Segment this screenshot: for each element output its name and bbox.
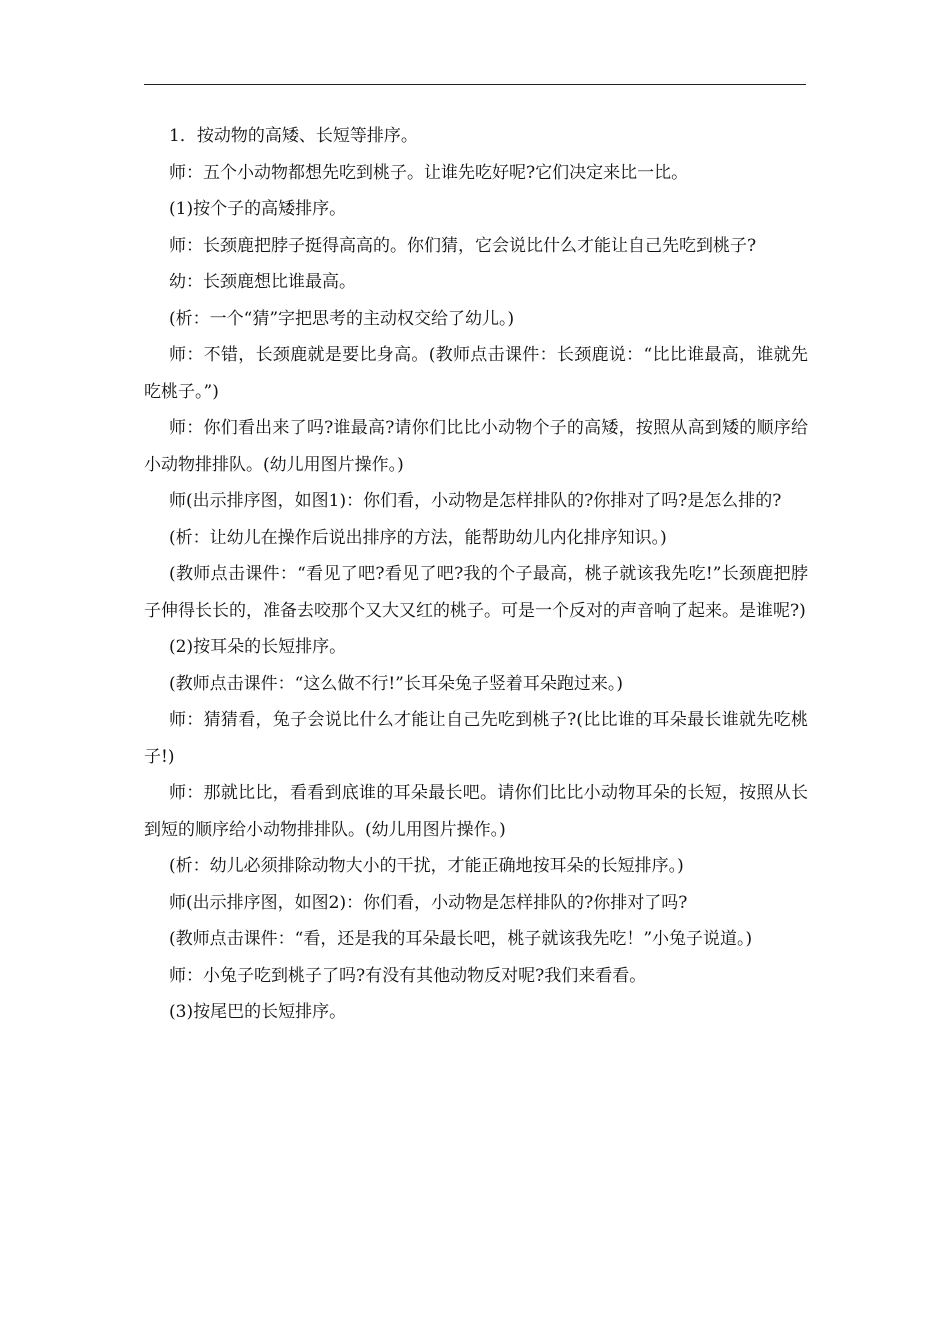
paragraph: 幼：长颈鹿想比谁最高。 — [169, 272, 356, 292]
document-body — [144, 118, 808, 1031]
header-rule — [144, 84, 806, 85]
paragraph: 师(出示排序图，如图1)：你们看，小动物是怎样排队的?你排对了吗?是怎么排的? — [169, 491, 782, 511]
paragraph-subheading: (1)按个子的高矮排序。 — [169, 199, 347, 219]
paragraph: (教师点击课件：“看见了吧?看见了吧?我的个子最高，桃子就该我先吃!”长颈鹿把脖子伸得长长的，准备去咬那个又大又红的桃子。可是一个反对的声音响了起来。是谁呢?) — [144, 564, 808, 621]
paragraph: 师：不错，长颈鹿就是要比身高。(教师点击课件：长颈鹿说：“比比谁最高，谁就先吃桃子。”) — [144, 345, 808, 402]
paragraph: (教师点击课件：“这么做不行!”长耳朵兔子竖着耳朵跑过来。) — [169, 673, 623, 694]
paragraph-analysis: (析：幼儿必须排除动物大小的干扰，才能正确地按耳朵的长短排序。) — [169, 856, 684, 876]
paragraph: (教师点击课件：“看，还是我的耳朵最长吧，桃子就该我先吃！”小兔子说道。) — [169, 929, 753, 949]
paragraph: 师(出示排序图，如图2)：你们看，小动物是怎样排队的?你排对了吗? — [169, 892, 688, 913]
paragraph-subheading: (3)按尾巴的长短排序。 — [169, 1002, 347, 1022]
paragraph: 师：长颈鹿把脖子挺得高高的。你们猜，它会说比什么才能让自己先吃到桃子? — [169, 235, 757, 256]
paragraph-section-heading: 1．按动物的高矮、长短等排序。 — [169, 126, 418, 146]
paragraph-analysis: (析：一个“猜”字把思考的主动权交给了幼儿。) — [169, 308, 515, 329]
paragraph: 师：那就比比，看看到底谁的耳朵最长吧。请你们比比小动物耳朵的长短，按照从长到短的顺序给小动物排排队。(幼儿用图片操作。) — [144, 783, 808, 840]
paragraph: 师：五个小动物都想先吃到桃子。让谁先吃好呢?它们决定来比一比。 — [169, 162, 689, 183]
paragraph-subheading: (2)按耳朵的长短排序。 — [169, 637, 347, 657]
paragraph: 师：猜猜看，兔子会说比什么才能让自己先吃到桃子?(比比谁的耳朵最长谁就先吃桃子!) — [144, 710, 808, 767]
paragraph: 师：小兔子吃到桃子了吗?有没有其他动物反对呢?我们来看看。 — [169, 965, 647, 986]
paragraph: 师：你们看出来了吗?谁最高?请你们比比小动物个子的高矮，按照从高到矮的顺序给小动物排排队。(幼儿用图片操作。) — [144, 418, 808, 475]
paragraph-analysis: (析：让幼儿在操作后说出排序的方法，能帮助幼儿内化排序知识。) — [169, 527, 667, 548]
